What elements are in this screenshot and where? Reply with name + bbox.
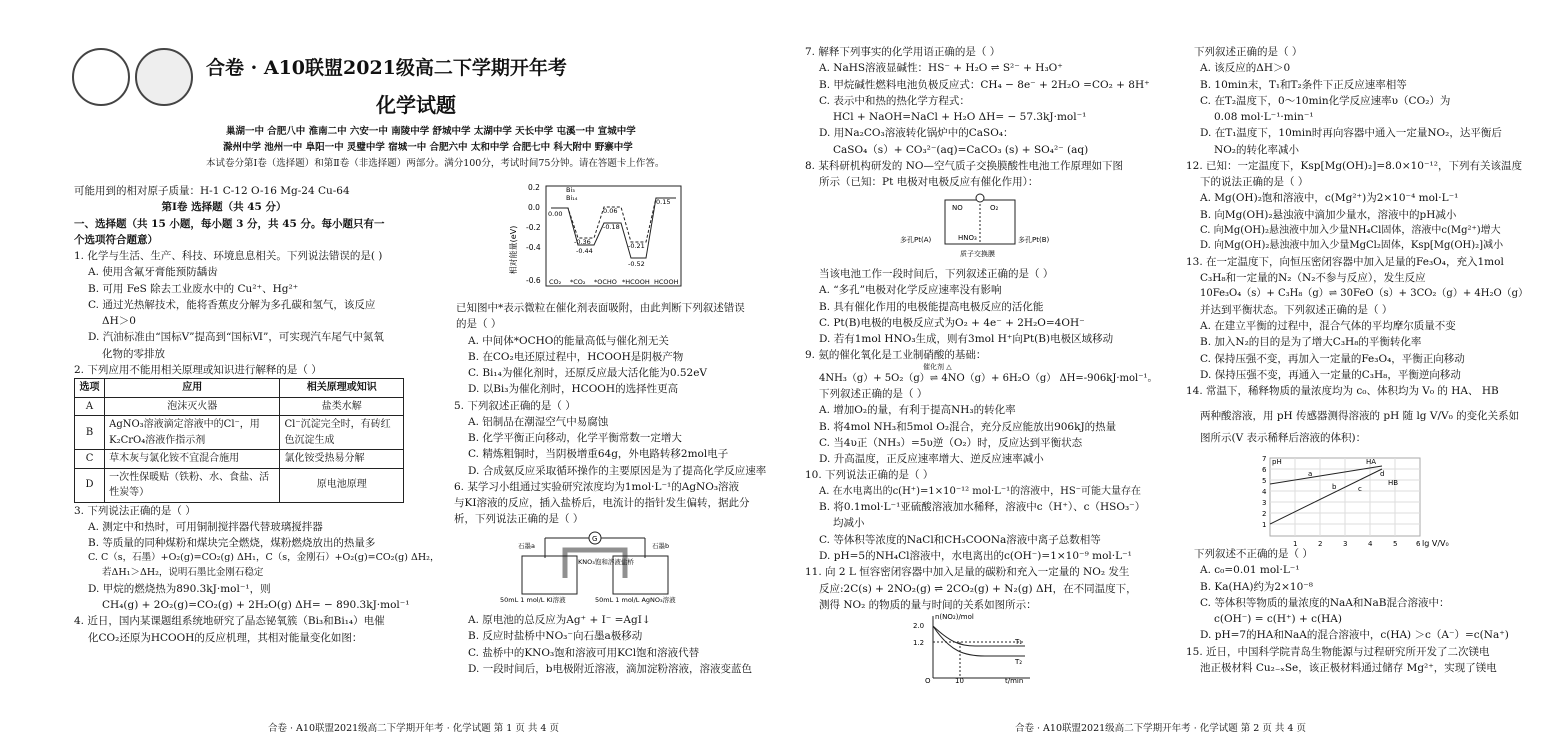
q6-option-b[interactable]: B. 反应时盐桥中NO₃⁻向石墨a极移动 xyxy=(468,630,643,643)
q14-stem-3: 图所示(V 表示稀释后溶液的体积)： xyxy=(1200,431,1367,444)
q7-option-a[interactable]: A. NaHS溶液显碱性：HS⁻ + H₂O ⇌ S²⁻ + H₃O⁺ xyxy=(819,62,1063,75)
q8-option-c[interactable]: C. Pt(B)电极的电极反应式为O₂ + 4e⁻ + 2H₂O=4OH⁻ xyxy=(819,316,1085,329)
ytick: 0.2 xyxy=(528,183,540,192)
q13-stem: 13. 在一定温度下，向恒压密闭容器中加入足量的Fe₃O₄，充入1mol xyxy=(1186,255,1504,268)
q2-header-app: 应用 xyxy=(105,379,280,398)
q9-catalyst-label: 催化剂 △ xyxy=(923,362,952,371)
q1-option-b[interactable]: B. 可用 FeS 除去工业废水中的 Cu²⁺、Hg²⁺ xyxy=(88,282,299,295)
q6-option-c[interactable]: C. 盐桥中的KNO₃饱和溶液可用KCl饱和溶液代替 xyxy=(468,646,700,659)
q6-option-d[interactable]: D. 一段时间后，b电极附近溶液，滴加淀粉溶液，溶液变蓝色 xyxy=(468,662,752,675)
point-a-label: a xyxy=(1308,470,1313,478)
electrode-b-label: 多孔Pt(B) xyxy=(1018,236,1050,244)
ytick: -0.2 xyxy=(526,223,541,232)
q1-stem: 1. 化学与生活、生产、科技、环境息息相关。下列说法错误的是( ) xyxy=(74,250,383,263)
q14-question: 下列叙述不正确的是（ ） xyxy=(1194,548,1313,560)
hb-label: HB xyxy=(1388,479,1399,487)
q13-option-c[interactable]: C. 保持压强不变，再加入一定量的Fe₃O₄，平衡正向移动 xyxy=(1200,352,1465,365)
q13-option-b[interactable]: B. 加入N₂的目的是为了增大C₃H₈的平衡转化率 xyxy=(1200,336,1422,349)
q13-question: 并达到平衡状态。下列叙述正确的是（ ） xyxy=(1200,303,1393,316)
q13-option-a[interactable]: A. 在建立平衡的过程中，混合气体的平均摩尔质量不变 xyxy=(1200,320,1456,333)
data-label: -0.44 xyxy=(576,247,593,255)
q3-option-a[interactable]: A. 测定中和热时，可用铜制搅拌器代替玻璃搅拌器 xyxy=(88,520,323,533)
q12-option-c[interactable]: C. 向Mg(OH)₂悬浊液中加入少量NH₄Cl固体，溶液中c(Mg²⁺)增大 xyxy=(1200,224,1501,236)
ytick: 6 xyxy=(1262,466,1267,474)
q14-option-c[interactable]: C. 等体积等物质的量浓度的NaA和NaB混合溶液中： xyxy=(1200,596,1450,609)
data-label: -0.18 xyxy=(603,223,620,231)
no2-time-graph xyxy=(905,612,1035,684)
table-cell: C xyxy=(75,450,105,469)
ytick: 2.0 xyxy=(913,622,925,630)
q11-option-d-cont: NO₂的转化率减小 xyxy=(1214,143,1300,156)
hb-line xyxy=(1270,469,1385,524)
origin-label: O xyxy=(925,677,931,685)
data-label: -0.21 xyxy=(628,242,645,250)
q3-option-b[interactable]: B. 等质量的同种煤粉和煤块完全燃烧，煤粉燃烧放出的热量多 xyxy=(88,537,376,550)
ph-dilution-graph xyxy=(1248,454,1449,552)
q12-stem-cont: 下的说法正确的是（ ） xyxy=(1200,176,1309,189)
q15-stem-2: 池正极材料 Cu₂₋ₓSe，该正极材料通过储存 Mg²⁺，实现了镁电 xyxy=(1200,661,1497,674)
q4-option-c[interactable]: C. Bi₁₄为催化剂时，还原反应最大活化能为0.52eV xyxy=(468,367,708,380)
q10-option-c[interactable]: C. 等体积等浓度的NaCl和CH₃COONa溶液中离子总数相等 xyxy=(819,533,1101,546)
q2-table xyxy=(74,378,404,503)
series-t1-label: T₁ xyxy=(1015,638,1023,646)
xtick: 10 xyxy=(955,677,964,685)
energy-diagram xyxy=(506,180,686,300)
alliance-seal-logo xyxy=(135,48,193,106)
table-cell: 氯化铵受热易分解 xyxy=(280,450,404,469)
q5-stem: 5. 下列叙述正确的是（ ） xyxy=(454,399,576,412)
salt-bridge-label: KNO₃饱和溶液盐桥 xyxy=(578,558,634,566)
point-b-label: b xyxy=(1332,483,1337,491)
q10-option-a[interactable]: A. 在水电离出的c(H⁺)=1×10⁻¹² mol·L⁻¹的溶液中，HS⁻可能大量存在 xyxy=(819,485,1141,497)
y-axis-label: n(NO₂)/mol xyxy=(935,613,974,621)
q12-option-d[interactable]: D. 向Mg(OH)₂悬浊液中加入少量MgCl₂固体，Ksp[Mg(OH)₂]减小 xyxy=(1200,240,1504,252)
galvanometer-label: G xyxy=(592,535,598,543)
q9-option-d[interactable]: D. 升高温度，正反应速率增大、逆反应速率减小 xyxy=(819,453,1044,466)
hno3-outlet-label: HNO₃ xyxy=(958,234,977,242)
table-cell: AgNO₃溶液滴定溶液中的Cl⁻，用 K₂CrO₄溶液作指示剂 xyxy=(105,416,280,450)
column-2-bottom xyxy=(440,612,780,677)
data-label: 0.00 xyxy=(548,210,563,218)
ytick: 1 xyxy=(1262,521,1267,529)
column-3-mid xyxy=(805,266,1185,613)
q7-option-b[interactable]: B. 甲烷碱性燃料电池负极反应式：CH₄ − 8e⁻ + 2H₂O =CO₂ + 8H⁺ xyxy=(819,78,1150,91)
xtick: 6 xyxy=(1416,540,1421,548)
x-axis-label: t/min xyxy=(1005,677,1024,685)
q11-option-d[interactable]: D. 在T₁温度下，10min时再向容器中通入一定量NO₂，达平衡后 xyxy=(1200,127,1502,140)
column-4-bottom xyxy=(1186,546,1561,676)
q6-line-1: 6. 某学习小组通过实验研究浓度均为1mol·L⁻¹的AgNO₃溶液 xyxy=(454,480,740,493)
q14-option-d[interactable]: D. pH=7的HA和NaA的混合溶液中，c(HA) ＞c（A⁻）=c(Na⁺) xyxy=(1200,629,1509,642)
schools-line-2: 滁州中学 池州一中 阜阳一中 灵璧中学 宿城一中 合肥六中 太和中学 合肥七中 科大附中 野寨中学 xyxy=(223,142,633,153)
exam-brand-title: 合卷 · A10联盟2021级高二下学期开年考 xyxy=(206,57,567,79)
q6-line-2: 与KI溶液的反应，插入盐桥后，电流计的指针发生偏转，据此分 xyxy=(454,497,750,510)
q14-stem-2: 两种酸溶液，用 pH 传感器测得溶液的 pH 随 lg V/V₀ 的变化关系如 xyxy=(1200,409,1520,422)
q1-option-d[interactable]: D. 汽油标准由“国标Ⅴ”提高到“国标Ⅵ”，可实现汽车尾气中氮氧 xyxy=(88,331,384,344)
q4-note-2: 的是（ ） xyxy=(456,318,502,331)
data-label: -0.36 xyxy=(574,238,591,246)
q10-stem: 10. 下列说法正确的是（ ） xyxy=(805,469,934,482)
q7-option-c[interactable]: C. 表示中和热的热化学方程式： xyxy=(819,94,970,107)
q9-option-a[interactable]: A. 增加O₂的量，有利于提高NH₃的转化率 xyxy=(819,404,1016,417)
q7-option-d[interactable]: D. 用Na₂CO₃溶液转化锅炉中的CaSO₄： xyxy=(819,127,1014,140)
q9-equation: 4NH₃（g）+ 5O₂（g）⇌ 4NO（g）+ 6H₂O（g） ΔH=-906kJ·mol⁻¹。 xyxy=(819,372,1158,384)
electrode-a-label: 多孔Pt(A) xyxy=(900,236,932,244)
legend-bi14: Bi₁₄ xyxy=(566,194,578,202)
xtick: 1 xyxy=(1293,540,1298,548)
data-label: 0.06 xyxy=(603,207,618,215)
ytick: 0.0 xyxy=(528,203,540,212)
ytick: 1.2 xyxy=(913,639,925,647)
q14-option-a[interactable]: A. c₀=0.01 mol·L⁻¹ xyxy=(1200,564,1300,577)
ytick: -0.4 xyxy=(526,243,541,252)
table-cell: D xyxy=(75,468,105,502)
column-2 xyxy=(440,300,780,528)
x-axis-label: lg V/V₀ xyxy=(1422,539,1449,548)
q10-option-b-cont: 均减小 xyxy=(833,517,865,530)
q10-option-d[interactable]: D. pH=5的NH₄Cl溶液中，水电离出的c(OH⁻)=1×10⁻⁹ mol·L⁻¹ xyxy=(819,549,1132,562)
q11-line-1: 11. 向 2 L 恒容密闭容器中加入足量的碳粉和充入一定量的 NO₂ 发生 xyxy=(805,566,1130,579)
ytick: 2 xyxy=(1262,510,1267,518)
fuel-cell-diagram xyxy=(900,194,1090,260)
q8-line-2: 所示（已知：Pt 电极对电极反应有催化作用）： xyxy=(819,176,1039,189)
table-row xyxy=(75,450,404,469)
legend-bi3: Bi₃ xyxy=(566,186,575,194)
agno3-solution-label: 50mL 1 mol/L AgNO₃溶液 xyxy=(595,596,676,604)
q7-option-d-eq: CaSO₄（s）+ CO₃²⁻(aq)=CaCO₃ (s) + SO₄²⁻ (aq) xyxy=(833,143,1089,156)
q1-option-a[interactable]: A. 使用含氟牙膏能预防龋齿 xyxy=(88,266,218,279)
point-d-label: d xyxy=(1380,470,1385,478)
q5-option-c[interactable]: C. 精炼粗铜时，当阴极增重64g，外电路转移2mol电子 xyxy=(468,448,729,461)
instructions-line-2: 个选项符合题意） xyxy=(74,233,158,246)
table-cell: 一次性保暖贴（铁粉、水、食盐、活性炭等） xyxy=(105,468,280,502)
q14-stem: 14. 常温下，稀释物质的量浓度均为 c₀、体积均为 V₀ 的 HA、 HB xyxy=(1186,385,1499,398)
ytick: 7 xyxy=(1262,455,1267,463)
no-inlet-label: NO xyxy=(952,204,963,212)
q6-line-3: 析，下列说法正确的是（ ） xyxy=(454,513,584,526)
q12-option-a[interactable]: A. Mg(OH)₂饱和溶液中，c(Mg²⁺)为2×10⁻⁴ mol·L⁻¹ xyxy=(1200,192,1459,205)
q8-line-1: 8. 某科研机构研发的 NO—空气质子交换膜酸性电池工作原理如下图 xyxy=(805,159,1123,172)
table-cell: 盐类水解 xyxy=(280,397,404,416)
q6-option-a[interactable]: A. 原电池的总反应为Ag⁺ + I⁻ =AgI↓ xyxy=(468,614,651,626)
xtick: 2 xyxy=(1318,540,1323,548)
q13-equation: 10Fe₃O₄（s）+ C₃H₈（g）⇌ 30FeO（s）+ 3CO₂（g）+ 4H₂O（g） xyxy=(1200,288,1529,300)
q11-line-3: 测得 NO₂ 的物质的量与时间的关系如图所示： xyxy=(819,598,1037,611)
school-seal-logo xyxy=(72,48,130,106)
table-row xyxy=(75,416,404,450)
q3-option-c-cont: 若ΔH₁＞ΔH₂，说明石墨比金刚石稳定 xyxy=(102,567,264,579)
table-cell: 泡沫灭火器 xyxy=(105,397,280,416)
xcat: *CO₂ xyxy=(570,278,586,286)
q11-option-b[interactable]: B. 10min末，T₁和T₂条件下正反应速率相等 xyxy=(1200,78,1407,91)
series-t2-label: T₂ xyxy=(1015,658,1023,666)
q8-line-3: 当该电池工作一段时间后，下列叙述正确的是（ ） xyxy=(819,268,1054,280)
q11-option-c-cont: 0.08 mol·L⁻¹·min⁻¹ xyxy=(1214,111,1314,124)
q4-line-2: 化CO₂还原为HCOOH的反应机理，其相对能量变化如图： xyxy=(88,631,363,644)
q5-option-d[interactable]: D. 合成氨反应采取循环操作的主要原因是为了提高化学反应速率 xyxy=(468,464,767,477)
q2-stem: 2. 下列应用不能用相关原理或知识进行解释的是（ ） xyxy=(74,363,322,376)
ytick: 3 xyxy=(1262,499,1267,507)
ha-label: HA xyxy=(1366,458,1377,466)
table-row xyxy=(75,468,404,502)
q5-option-a[interactable]: A. 铝制品在潮湿空气中易腐蚀 xyxy=(468,415,609,428)
q3-option-c[interactable]: C. C（s，石墨）+O₂(g)=CO₂(g) ΔH₁，C（s，金刚石）+O₂(g)=CO₂(g) ΔH₂， xyxy=(88,552,440,564)
instructions-line-1: 一、选择题（共 15 小题，每小题 3 分，共 45 分。每小题只有一 xyxy=(74,217,385,230)
q12-stem: 12. 已知：一定温度下，Ksp[Mg(OH)₂]=8.0×10⁻¹²，下列有关该温度 xyxy=(1186,159,1522,172)
q9-option-b[interactable]: B. 将4mol NH₃和5mol O₂混合，充分反应能放出906kJ的热量 xyxy=(819,420,1117,433)
q3-stem: 3. 下列说法正确的是（ ） xyxy=(74,504,196,517)
q13-option-d[interactable]: D. 保持压强不变，再通入一定量的C₃H₈，平衡逆向移动 xyxy=(1200,369,1461,382)
o2-inlet-label: O₂ xyxy=(990,204,999,212)
q9-question: 下列叙述正确的是（ ） xyxy=(819,388,928,401)
xtick: 4 xyxy=(1368,540,1373,548)
table-row xyxy=(75,397,404,416)
column-4 xyxy=(1186,44,1561,446)
q15-stem: 15. 近日，中国科学院青岛生物能源与过程研究所开发了二次镁电 xyxy=(1186,645,1490,658)
xtick: 3 xyxy=(1343,540,1348,548)
electrode-a-label: 石墨a xyxy=(518,542,535,550)
q3-option-d-cont: CH₄(g) + 2O₂(g)=CO₂(g) + 2H₂O(g) ΔH= − 890.3kJ·mol⁻¹ xyxy=(102,599,410,612)
y-axis-label: pH xyxy=(1272,458,1282,466)
q14-option-c-cont: c(OH⁻) = c(H⁺) + c(HA) xyxy=(1214,613,1342,626)
q1-option-d-cont: 化物的零排放 xyxy=(102,347,165,360)
q9-option-c[interactable]: C. 当4υ正（NH₃）=5υ逆（O₂）时，反应达到平衡状态 xyxy=(819,436,1083,449)
table-cell: B xyxy=(75,416,105,450)
q4-option-b[interactable]: B. 在CO₂电还原过程中，HCOOH是阴极产物 xyxy=(468,350,684,363)
q4-option-d[interactable]: D. 以Bi₃为催化剂时，HCOOH的选择性更高 xyxy=(468,383,679,396)
electrode-b-label: 石墨b xyxy=(652,542,670,550)
q11-option-c[interactable]: C. 在T₂温度下，0～10min化学反应速率υ（CO₂）为 xyxy=(1200,94,1451,107)
q8-option-d[interactable]: D. 若有1mol HNO₃生成，则有3mol H⁺向Pt(B)电极区域移动 xyxy=(819,333,1114,346)
ytick: 5 xyxy=(1262,477,1267,485)
q8-option-a[interactable]: A. “多孔”电极对化学反应速率没有影响 xyxy=(819,284,1002,297)
page-2-footer: 合卷 · A10联盟2021级高二下学期开年考 · 化学试题 第 2 页 共 4 页 xyxy=(1015,723,1306,734)
q1-option-c[interactable]: C. 通过光热解技术，能将香蕉皮分解为多孔碳和氢气，该反应 xyxy=(88,298,376,311)
galvanic-cell-diagram xyxy=(500,528,690,604)
q10-option-b[interactable]: B. 将0.1mol·L⁻¹亚硫酸溶液加水稀释，溶液中c（H⁺）、c（HSO₃⁻） xyxy=(819,501,1146,514)
q7-stem: 7. 解释下列事实的化学用语正确的是（ ） xyxy=(805,46,1001,58)
q5-option-b[interactable]: B. 化学平衡正向移动，化学平衡常数一定增大 xyxy=(468,432,682,445)
q13-stem-2: C₃H₈和一定量的N₂（N₂不参与反应），发生反应 xyxy=(1200,272,1426,285)
q12-option-b[interactable]: B. 向Mg(OH)₂悬浊液中滴加少量水，溶液中的pH减小 xyxy=(1200,208,1457,221)
section-title: 第Ⅰ卷 选择题（共 45 分） xyxy=(161,201,287,214)
table-cell: 草木灰与氯化铵不宜混合施用 xyxy=(105,450,280,469)
q4-option-a[interactable]: A. 中间体*OCHO的能量高低与催化剂无关 xyxy=(468,334,669,347)
q2-header-option: 选项 xyxy=(75,379,105,398)
q7-option-c-eq: HCl + NaOH=NaCl + H₂O ΔH= − 57.3kJ·mol⁻¹ xyxy=(833,111,1087,124)
q9-stem: 9. 氨的催化氧化是工业制硝酸的基础： xyxy=(805,349,987,362)
q11-line-2: 反应:2C(s) + 2NO₂(g) ⇌ 2CO₂(g) + N₂(g) ΔH，在不同温度下， xyxy=(819,582,1137,595)
data-label: 0.15 xyxy=(656,198,671,206)
page-1-footer: 合卷 · A10联盟2021级高二下学期开年考 · 化学试题 第 1 页 共 4 页 xyxy=(268,723,559,734)
q14-option-b[interactable]: B. Ka(HA)约为2×10⁻⁸ xyxy=(1200,580,1314,593)
column-3 xyxy=(805,44,1185,190)
xcat: *HCOOH xyxy=(622,278,650,286)
point-c-label: c xyxy=(1358,485,1362,493)
xcat: HCOOH xyxy=(654,278,679,286)
ki-solution-label: 50mL 1 mol/L KI溶液 xyxy=(500,596,566,604)
q8-option-b[interactable]: B. 具有催化作用的电极能提高电极反应的活化能 xyxy=(819,300,1044,313)
table-cell: Cl⁻沉淀完全时，有砖红色沉淀生成 xyxy=(280,416,404,450)
energy-ylabel: 相对能量(eV) xyxy=(509,225,518,275)
table-cell: 原电池原理 xyxy=(280,468,404,502)
ytick: 4 xyxy=(1262,488,1267,496)
q11-option-a[interactable]: A. 该反应的ΔH＞0 xyxy=(1200,62,1291,75)
atomic-mass-line: 可能用到的相对原子质量：H-1 C-12 O-16 Mg-24 Cu-64 xyxy=(74,185,350,197)
ytick: -0.6 xyxy=(526,276,541,285)
exam-subject-title: 化学试题 xyxy=(376,93,456,117)
q4-line-1: 4. 近日，国内某课题组系统地研究了晶态铋氧簇（Bi₃和Bi₁₄）电催 xyxy=(74,615,385,628)
q11-question: 下列叙述正确的是（ ） xyxy=(1194,46,1303,58)
xcat: *OCHO xyxy=(594,278,617,286)
exam-intro: 本试卷分第Ⅰ卷（选择题）和第Ⅱ卷（非选择题）两部分。满分100分，考试时间75分钟。请在答题卡上作答。 xyxy=(206,158,665,169)
q3-option-d[interactable]: D. 甲烷的燃烧热为890.3kJ·mol⁻¹，则 xyxy=(88,582,271,595)
q2-header-principle: 相关原理或知识 xyxy=(280,379,404,398)
q1-option-c-cont: ΔH＞0 xyxy=(102,315,136,328)
data-label: -0.52 xyxy=(628,260,645,268)
schools-line-1: 巢湖一中 合肥八中 淮南二中 六安一中 南陵中学 舒城中学 太湖中学 天长中学 屯溪一中 宣城中学 xyxy=(226,126,636,137)
table-cell: A xyxy=(75,397,105,416)
q4-note-1: 已知图中*表示微粒在催化剂表面吸附，由此判断下列叙述错误 xyxy=(456,302,745,314)
xcat: CO₂ xyxy=(549,278,562,286)
membrane-label: 质子交换膜 xyxy=(960,250,995,258)
xtick: 5 xyxy=(1393,540,1398,548)
